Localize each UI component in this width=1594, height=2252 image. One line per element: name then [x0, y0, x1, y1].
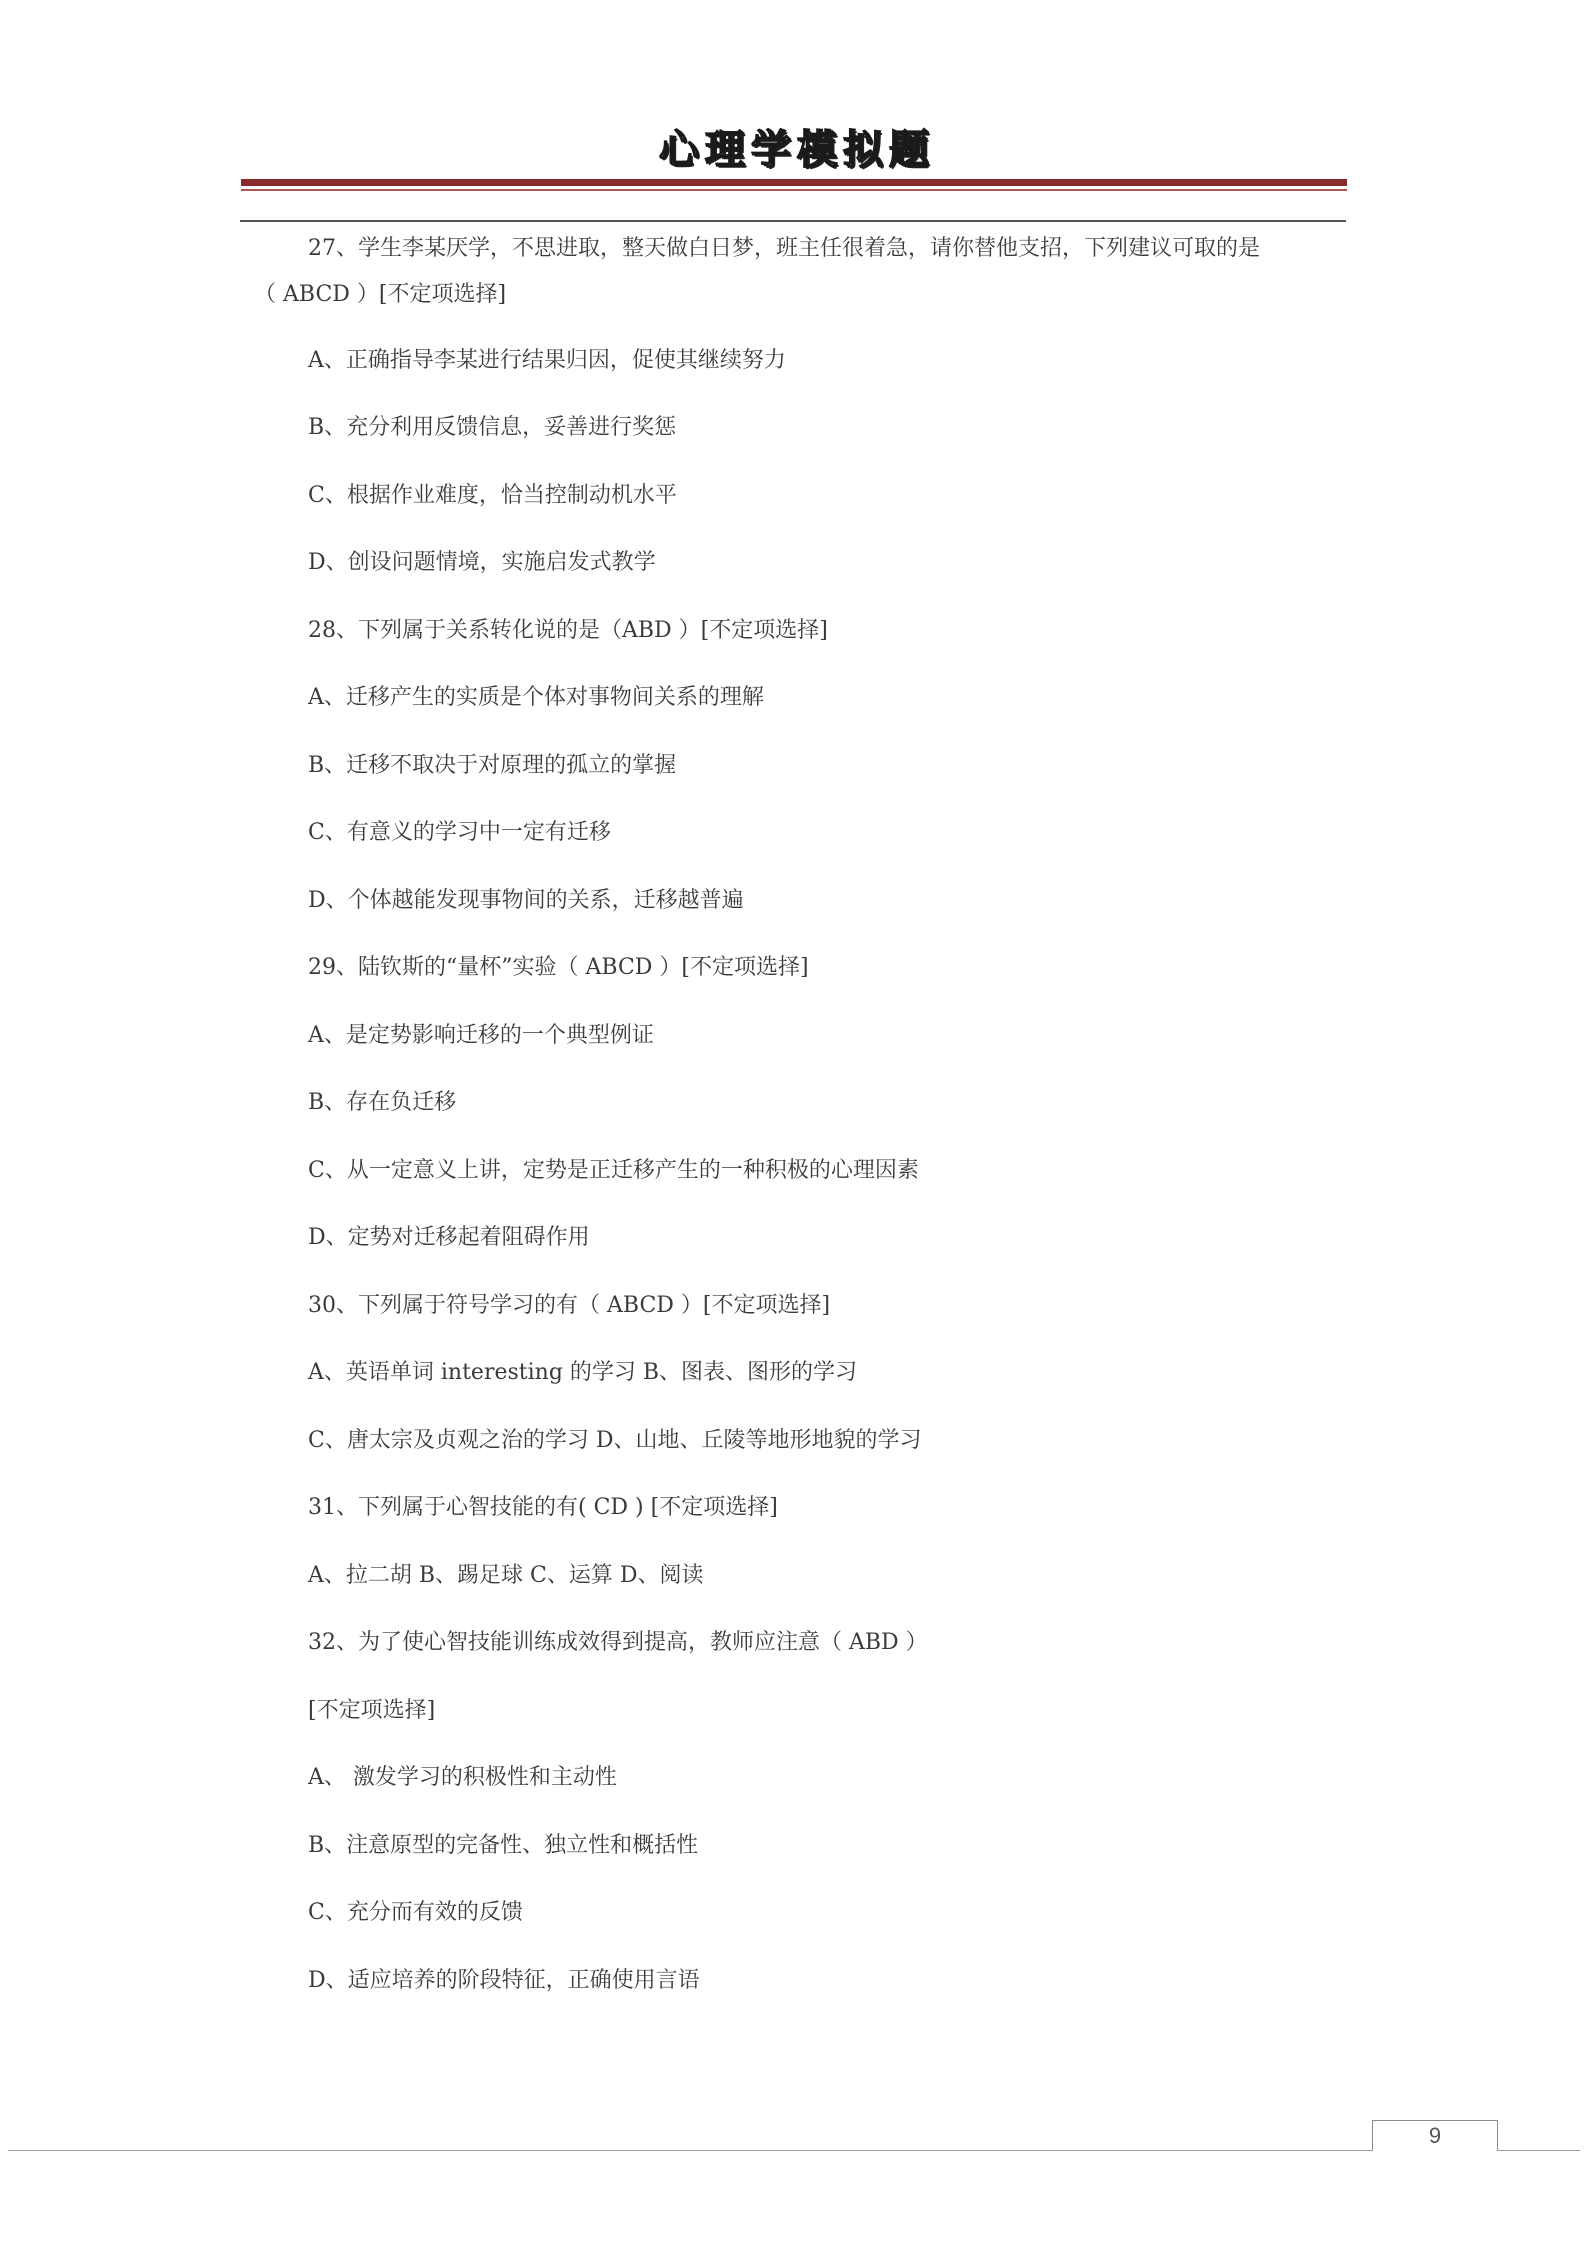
question-28-stem: 28、下列属于关系转化说的是（ABD ）[不定项选择]: [308, 617, 828, 643]
page-header-title: 心理学模拟题: [659, 127, 935, 173]
question-27-answer: （ ABCD ）[不定项选择]: [254, 282, 507, 307]
question-content: [240, 226, 1350, 2027]
question-31-options: A、拉二胡 B、踢足球 C、运算 D、阅读: [308, 1562, 704, 1588]
content-top-rule: [240, 220, 1346, 222]
question-27-option-d: D、创设问题情境，实施启发式教学: [308, 550, 656, 575]
question-30-options-ab: A、英语单词 interesting 的学习 B、图表、图形的学习: [308, 1360, 858, 1385]
question-32-stem: 32、为了使心智技能训练成效得到提高，教师应注意（ ABD ）: [308, 1630, 928, 1655]
question-32-option-c: C、充分而有效的反馈: [308, 1900, 523, 1925]
question-32-option-d: D、适应培养的阶段特征，正确使用言语: [308, 1967, 700, 1993]
question-28-option-a: A、迁移产生的实质是个体对事物间关系的理解: [308, 685, 764, 710]
question-29-stem: 29、陆钦斯的“量杯”实验（ ABCD ）[不定项选择]: [308, 955, 809, 980]
question-30-stem: 30、下列属于符号学习的有（ ABCD ）[不定项选择]: [308, 1292, 831, 1318]
header-rule-thick: [241, 179, 1347, 186]
question-29-option-c: C、从一定意义上讲，定势是正迁移产生的一种积极的心理因素: [308, 1157, 919, 1183]
question-30-options-cd: C、唐太宗及贞观之治的学习 D、山地、丘陵等地形地貌的学习: [308, 1427, 922, 1453]
question-28-option-d: D、个体越能发现事物间的关系，迁移越普遍: [308, 887, 744, 913]
question-32-option-b: B、注意原型的完备性、独立性和概括性: [308, 1832, 699, 1858]
question-27-option-b: B、充分利用反馈信息，妥善进行奖惩: [308, 415, 677, 440]
question-29-option-d: D、定势对迁移起着阻碍作用: [308, 1225, 590, 1250]
question-29-option-a: A、是定势影响迁移的一个典型例证: [308, 1022, 654, 1048]
question-32-type: [不定项选择]: [308, 1697, 436, 1723]
question-31-stem: 31、下列属于心智技能的有( CD ) [不定项选择]: [308, 1495, 778, 1520]
header-rule-thin: [241, 189, 1347, 191]
question-27-stem: 27、学生李某厌学，不思进取，整天做白日梦，班主任很着急，请你替他支招，下列建议可取的是: [308, 236, 1260, 261]
question-28-option-c: C、有意义的学习中一定有迁移: [308, 820, 611, 845]
question-32-option-a: A、 激发学习的积极性和主动性: [308, 1765, 617, 1790]
question-29-option-b: B、存在负迁移: [308, 1090, 457, 1115]
question-28-option-b: B、迁移不取决于对原理的孤立的掌握: [308, 752, 677, 778]
page-number: 9: [1372, 2120, 1498, 2151]
footer-rule: [8, 2150, 1580, 2151]
question-27-option-a: A、正确指导李某进行结果归因，促使其继续努力: [308, 347, 786, 373]
question-27-option-c: C、根据作业难度，恰当控制动机水平: [308, 482, 677, 508]
